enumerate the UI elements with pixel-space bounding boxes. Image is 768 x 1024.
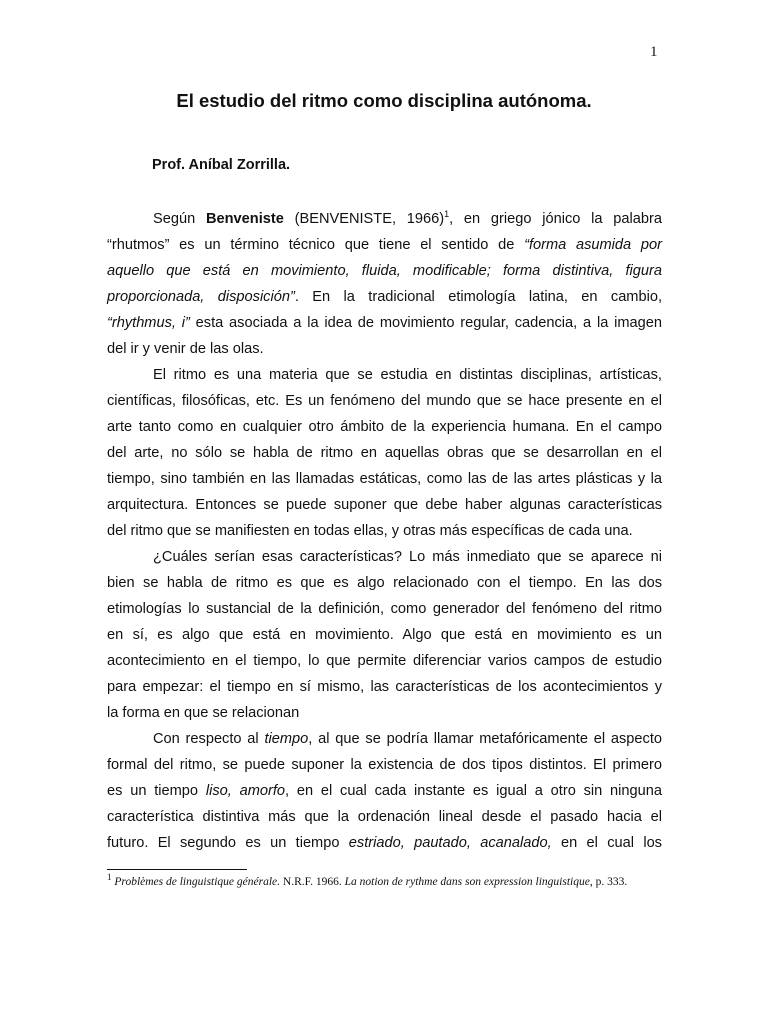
text-line (107, 518, 662, 544)
text-line (107, 752, 662, 778)
body-text (107, 206, 662, 856)
text-run: aquello que está en movimiento, fluida, modificable; forma distintiva, figura (107, 263, 662, 279)
text-run: esta asociada a la idea de movimiento regular, cadencia, a la imagen (189, 315, 662, 331)
text-run: es un tiempo (107, 783, 206, 799)
text-run: en el cual los (551, 835, 662, 851)
text-run: liso, amorfo (205, 783, 285, 799)
text-run: del ritmo que se manifiesten en todas ellas, y otras más específicas de cada una. (107, 523, 633, 539)
text-run: “rhythmus, i” (107, 315, 190, 331)
text-run: , en el cual cada instante es igual a otro sin ninguna (285, 783, 662, 799)
footnote-marker: 1 (107, 872, 112, 883)
text-run: proporcionada, disposición” (107, 289, 295, 305)
text-run: Con respecto al (153, 731, 265, 747)
text-line (107, 362, 662, 388)
text-run: del ir y venir de las olas. (107, 341, 264, 357)
footnote-title: Problèmes de linguistique générale. (114, 876, 281, 888)
text-run: la forma en que se relacionan (107, 705, 300, 721)
text-line (107, 206, 662, 232)
paragraph (107, 544, 662, 726)
text-run: característica distintiva más que la ordenación lineal desde el pasado hacia el (107, 809, 662, 825)
text-line (107, 232, 662, 258)
text-line (107, 544, 662, 570)
footnote-chapter: La notion de rythme dans son expression linguistique (344, 876, 590, 888)
text-line (107, 804, 662, 830)
text-line (107, 648, 662, 674)
text-run: para empezar: el tiempo en sí mismo, las características de los acontecimientos y (107, 679, 662, 695)
text-line (107, 492, 662, 518)
text-line (107, 466, 662, 492)
text-line (107, 310, 662, 336)
text-run: acontecimiento en el tiempo, lo que permite diferenciar varios campos de estudio (107, 653, 662, 669)
paragraph (107, 726, 662, 856)
text-line (107, 726, 662, 752)
text-run: formal del ritmo, se puede suponer la existencia de dos tipos distintos. El primero (107, 757, 662, 773)
footnote-reference: 1 (444, 209, 450, 220)
author-line: Prof. Aníbal Zorrilla. (152, 157, 291, 173)
text-line (107, 388, 662, 414)
text-line (107, 596, 662, 622)
text-run: , en griego jónico la palabra (449, 211, 662, 227)
text-run: científicas, filosóficas, etc. Es un fenómeno del mundo que se hace presente en el (107, 393, 662, 409)
text-line (107, 440, 662, 466)
text-run: ¿Cuáles serían esas características? Lo más inmediato que se aparece ni (153, 549, 662, 565)
page-number: 1 (650, 44, 658, 60)
text-run: , al que se podría llamar metafóricamente el aspecto (308, 731, 662, 747)
footnote-page: , p. 333. (589, 876, 628, 888)
text-run: (BENVENISTE, 1966) (283, 211, 445, 227)
text-run: “forma asumida por (524, 237, 662, 253)
text-line (107, 674, 662, 700)
footnote-publisher: N.R.F. 1966. (280, 876, 345, 888)
text-run: estriado, pautado, acanalado, (348, 835, 552, 851)
text-line (107, 622, 662, 648)
text-run: en sí, es algo que está en movimiento. Algo que está en movimiento es un (107, 627, 662, 643)
text-run: del arte, no sólo se habla de ritmo en aquellas obras que se desarrollan en el (107, 445, 662, 461)
text-run: . En la tradicional etimología latina, en cambio, (294, 289, 662, 305)
text-run: Benveniste (205, 211, 284, 227)
text-run: El ritmo es una materia que se estudia en distintas disciplinas, artísticas, (153, 367, 662, 383)
text-run: “rhutmos” es un término técnico que tiene el sentido de (107, 237, 525, 253)
text-line (107, 284, 662, 310)
text-line (107, 570, 662, 596)
text-run: arte tanto como en cualquier otro ámbito de la experiencia humana. En el campo (107, 419, 662, 435)
text-line (107, 336, 662, 362)
text-run: tiempo (264, 731, 309, 747)
paragraph (107, 206, 662, 362)
text-run: Según (153, 211, 206, 227)
text-run: arquitectura. Entonces se puede suponer que debe haber algunas características (107, 497, 662, 513)
document-title: El estudio del ritmo como disciplina autónoma. (176, 90, 592, 111)
footnote (107, 872, 667, 889)
text-run: tiempo, sino también en las llamadas estáticas, como las de las artes plásticas y la (107, 471, 662, 487)
text-run: etimologías lo sustancial de la definición, como generador del fenómeno del ritmo (107, 601, 662, 617)
text-line (107, 830, 662, 856)
paragraph (107, 362, 662, 544)
text-line (107, 258, 662, 284)
text-line (107, 778, 662, 804)
footnote-divider (107, 869, 247, 870)
text-run: bien se habla de ritmo es que es algo relacionado con el tiempo. En las dos (107, 575, 662, 591)
text-line (107, 700, 662, 726)
text-line (107, 414, 662, 440)
text-run: futuro. El segundo es un tiempo (107, 835, 349, 851)
